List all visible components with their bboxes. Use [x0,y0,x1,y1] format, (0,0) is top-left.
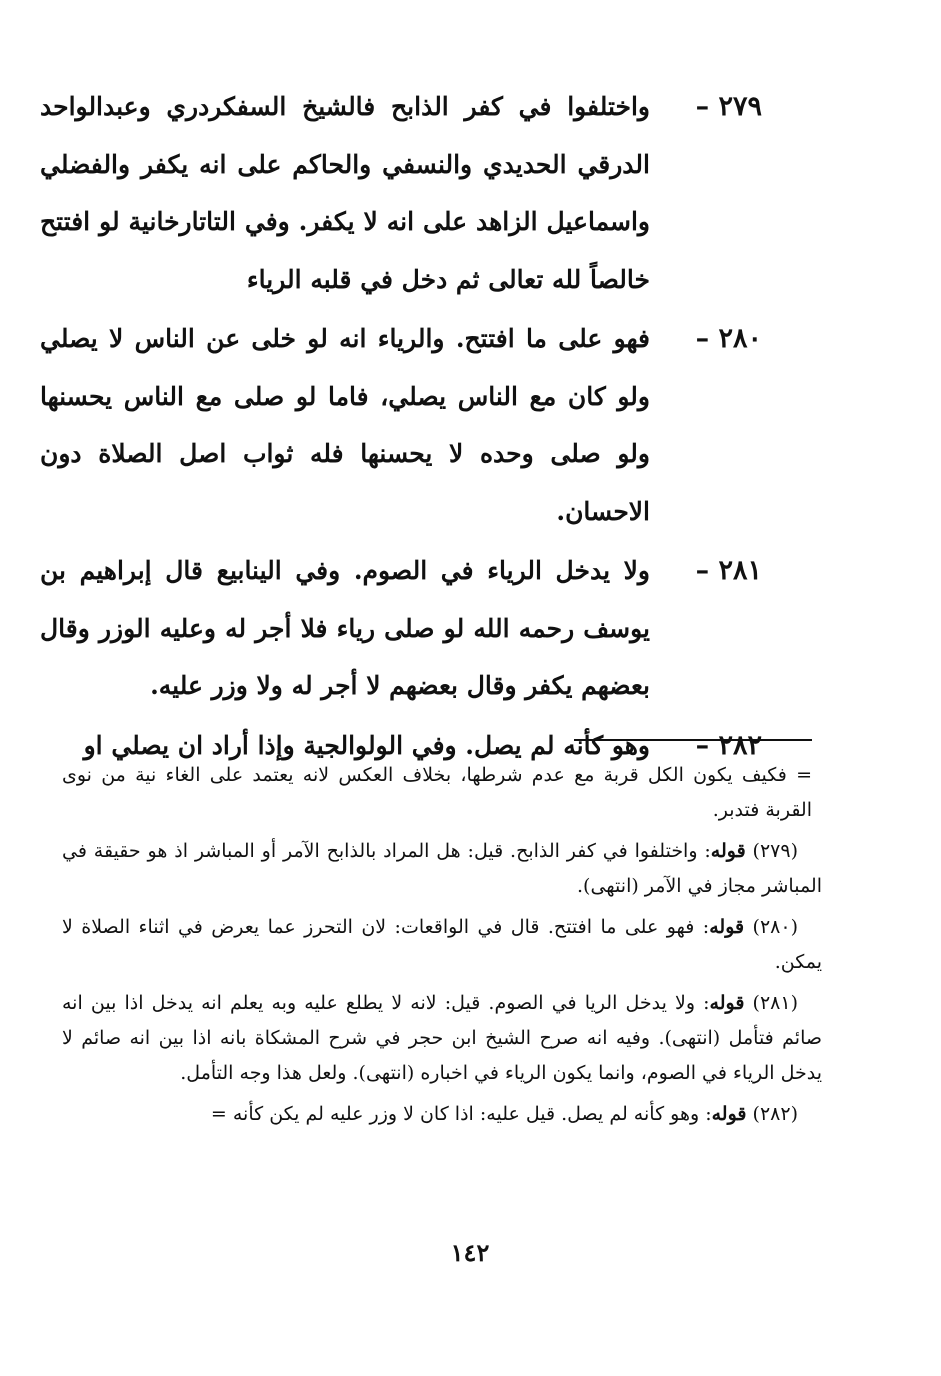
footnotes [62,758,822,1138]
entry-number: ٢٨٢ – [695,729,762,761]
footnote-keyword: قوله [711,1103,747,1125]
entry-text: وهو كأنه لم يصل. وفي الولوالجية وإذا أراد ان يصلي او [83,730,650,760]
footnote-keyword: قوله [709,992,745,1014]
footnote-text: : وهو كأنه لم يصل. قيل عليه: اذا كان لا وزر عليه لم يكن كأنه = [210,1103,712,1125]
footnote-separator [574,739,812,741]
footnote-ref: (٢٨١) [752,992,798,1014]
page-number: ١٤٢ [450,1238,490,1267]
entry-number: ٢٨١ – [695,555,762,586]
entry-text: واختلفوا في كفر الذابح فالشيخ السفكردري وعبدالواحد الدرقي الحديدي والنسفي والحاكم على انه يكفر والفضلي واسماعيل الزاهد على انه لا يكفر. وفي التاتارخانية لو افتتح خالصاً لله تعالى ثم دخل في قلبه الرياء [40,92,650,294]
footnote-ref: (٢٧٩) [752,840,798,862]
entry-number: ٢٨٠ – [695,323,762,354]
entry-text: فهو على ما افتتح. والرياء انه لو خلى عن الناس لا يصلي ولو كان مع الناس يصلي، فاما لو صلى مع الناس يحسنها ولو صلى وحده لا يحسنها فله ثواب اصل الصلاة دون الاحسان. [40,324,650,526]
footnote-text: : فهو على ما افتتح. قال في الواقعات: لان التحرز عما يعرض في اثناء الصلاة لا يمكن. [62,916,822,973]
footnote-ref: (٢٨٠) [752,916,798,938]
entry-number: ٢٧٩ – [695,91,762,122]
footnote-keyword: قوله [710,840,746,862]
footnote-281 [62,986,822,1091]
entry-280 [40,310,770,540]
footnote-ref: (٢٨٢) [752,1103,798,1125]
footnote-keyword: قوله [709,916,745,938]
footnote-282 [62,1097,822,1132]
main-text [40,78,770,776]
entry-text: ولا يدخل الرياء في الصوم. وفي الينابيع قال إبراهيم بن يوسف رحمه الله لو صلى رياء فلا أجر له وعليه الوزر وقال بعضهم يكفر وقال بعضهم لا أجر له ولا وزر عليه. [40,556,650,700]
footnote-280 [62,910,822,980]
footnote-continued: = فكيف يكون الكل قربة مع عدم شرطها، بخلاف العكس لانه يعتمد على الغاء نية من نوى القربة فتدبر. [62,764,812,821]
footnote-text: : ولا يدخل الريا في الصوم. قيل: لانه لا يطلع عليه وبه يعلم انه يدخل اذا بين انه صائم فتأمل (انتهى). وفيه انه صرح الشيخ ابن حجر في شرح المشكاة بانه اذا بين انه صائم لا يدخل الرياء في الصوم، وانما يكون الرياء في اخباره (انتهى). ولعل هذا وجه التأمل. [62,992,822,1084]
entry-279 [40,78,770,308]
footnote-text: : واختلفوا في كفر الذابح. قيل: هل المراد بالذابح الآمر أو المباشر اذ هو حقيقة في المباشر مجاز في الآمر (انتهى). [62,840,822,897]
footnote-279 [62,834,822,904]
entry-281 [40,542,770,715]
